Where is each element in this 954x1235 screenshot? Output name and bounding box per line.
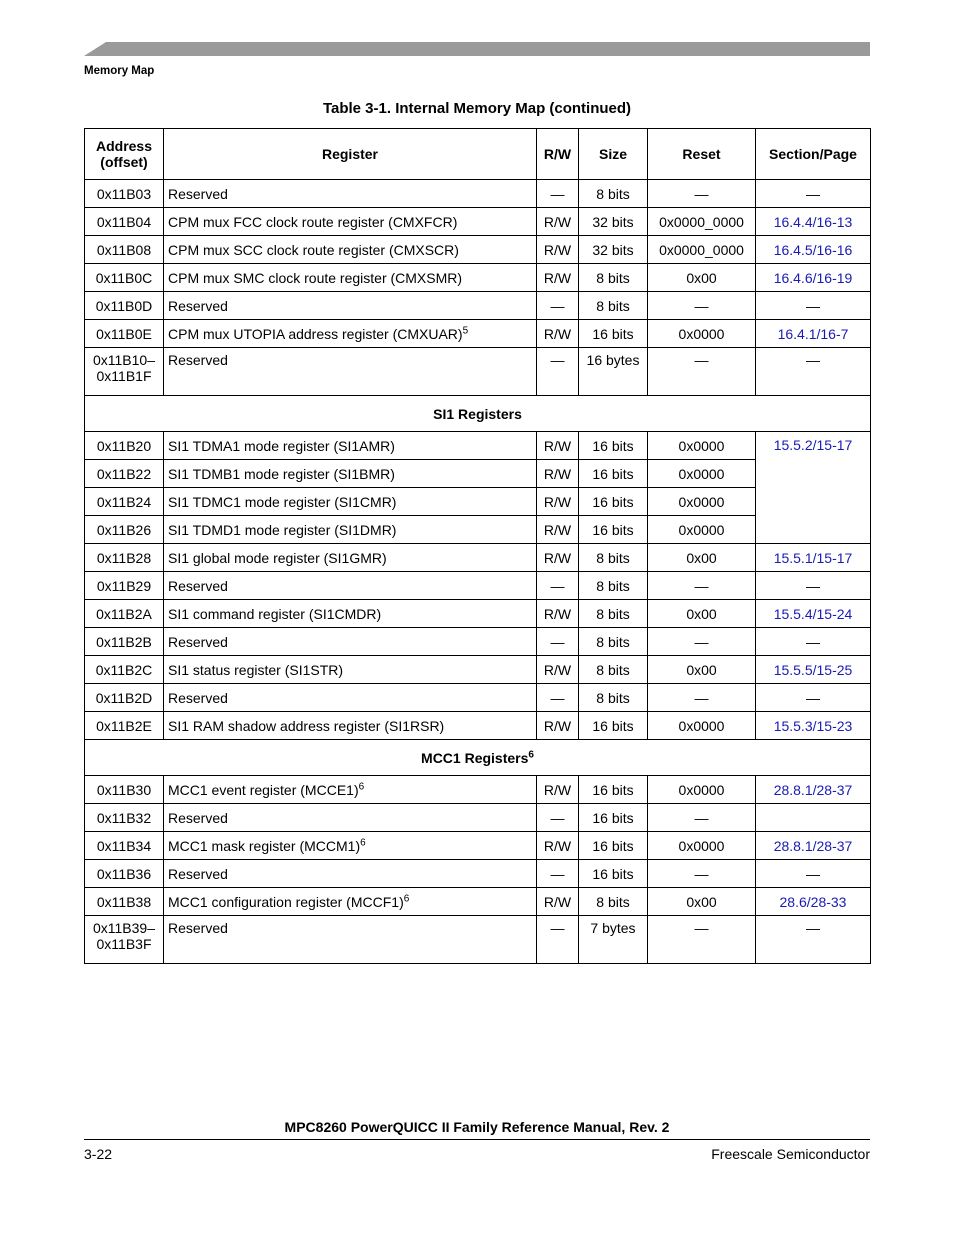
rw-cell: — — [537, 572, 579, 600]
table-row — [85, 888, 871, 916]
register-name: SI1 global mode register (SI1GMR) — [168, 549, 387, 566]
size-cell: 8 bits — [579, 572, 648, 600]
size-cell: 8 bits — [579, 264, 648, 292]
rw-cell: R/W — [537, 236, 579, 264]
register-name: SI1 status register (SI1STR) — [168, 661, 344, 678]
register-cell — [164, 180, 537, 208]
address-range-end: 0x11B1F — [96, 368, 152, 384]
section-page-cell: — — [756, 292, 871, 320]
register-cell — [164, 628, 537, 656]
table-row — [85, 208, 871, 236]
section-page-cell — [756, 804, 871, 832]
rw-cell: — — [537, 684, 579, 712]
rw-cell: R/W — [537, 776, 579, 804]
register-name: MCC1 mask register (MCCM1) — [168, 837, 361, 854]
footer-manual-title: MPC8260 PowerQUICC II Family Reference Manual, Rev. 2 — [284, 1119, 670, 1135]
register-name: SI1 TDMA1 mode register (SI1AMR) — [168, 437, 395, 454]
table-row — [85, 684, 871, 712]
table-row — [85, 712, 871, 740]
register-cell — [164, 888, 537, 916]
register-cell — [164, 208, 537, 236]
group-heading — [85, 740, 871, 776]
address-cell: 0x11B28 — [85, 544, 164, 572]
register-cell — [164, 600, 537, 628]
register-cell — [164, 432, 537, 460]
address-cell — [85, 348, 164, 396]
mcc1-registers-heading-row — [85, 740, 871, 776]
running-section-title: Memory Map — [84, 65, 155, 77]
register-cell — [164, 656, 537, 684]
address-cell: 0x11B2D — [85, 684, 164, 712]
rw-cell: R/W — [537, 460, 579, 488]
register-name: Reserved — [168, 185, 228, 202]
register-name: Reserved — [168, 577, 228, 594]
column-header-section: Section/Page — [756, 129, 871, 180]
reset-cell: 0x00 — [648, 600, 756, 628]
rw-cell: R/W — [537, 888, 579, 916]
rw-cell: — — [537, 180, 579, 208]
register-cell — [164, 488, 537, 516]
rw-cell: R/W — [537, 712, 579, 740]
register-name: SI1 TDMD1 mode register (SI1DMR) — [168, 521, 397, 538]
column-header-register: Register — [164, 129, 537, 180]
register-name: Reserved — [168, 809, 228, 826]
address-cell: 0x11B2B — [85, 628, 164, 656]
register-name: SI1 TDMC1 mode register (SI1CMR) — [168, 493, 397, 510]
reset-cell: — — [648, 572, 756, 600]
rw-cell: R/W — [537, 208, 579, 236]
section-page-cell[interactable]: 15.5.5/15-25 — [756, 656, 871, 684]
si1-registers-heading-row — [85, 396, 871, 432]
rw-cell: R/W — [537, 516, 579, 544]
rw-cell: R/W — [537, 432, 579, 460]
register-cell — [164, 776, 537, 804]
reset-cell: 0x0000 — [648, 516, 756, 544]
group-label: SI1 Registers — [433, 405, 522, 422]
table-row — [85, 432, 871, 460]
reset-cell: 0x0000 — [648, 432, 756, 460]
section-page-cell: — — [756, 180, 871, 208]
memory-map-table — [84, 128, 871, 964]
table-caption: Table 3-1. Internal Memory Map (continued) — [322, 100, 632, 117]
register-cell — [164, 916, 537, 964]
register-cell — [164, 320, 537, 348]
table-row — [85, 544, 871, 572]
rw-cell: — — [537, 348, 579, 396]
size-cell: 8 bits — [579, 180, 648, 208]
register-cell — [164, 684, 537, 712]
section-page-cell[interactable]: 16.4.6/16-19 — [756, 264, 871, 292]
reset-cell: 0x0000 — [648, 320, 756, 348]
table-row — [85, 916, 871, 964]
reset-cell: 0x0000 — [648, 460, 756, 488]
footnote-ref: 6 — [528, 748, 534, 760]
reset-cell: 0x00 — [648, 656, 756, 684]
table-row — [85, 516, 871, 544]
size-cell: 16 bits — [579, 832, 648, 860]
reset-cell: — — [648, 804, 756, 832]
section-page-cell: — — [756, 628, 871, 656]
reset-cell: — — [648, 180, 756, 208]
rw-cell: — — [537, 860, 579, 888]
size-cell: 16 bits — [579, 516, 648, 544]
register-cell — [164, 544, 537, 572]
address-cell: 0x11B08 — [85, 236, 164, 264]
size-cell: 16 bits — [579, 320, 648, 348]
register-name: SI1 TDMB1 mode register (SI1BMR) — [168, 465, 395, 482]
register-name: CPM mux SCC clock route register (CMXSCR) — [168, 241, 459, 258]
address-cell: 0x11B2C — [85, 656, 164, 684]
register-cell — [164, 292, 537, 320]
reset-cell: — — [648, 628, 756, 656]
rw-cell: — — [537, 804, 579, 832]
reset-cell: — — [648, 916, 756, 964]
reset-cell: — — [648, 292, 756, 320]
size-cell: 16 bits — [579, 804, 648, 832]
reset-cell: — — [648, 684, 756, 712]
table-row — [85, 776, 871, 804]
register-name: Reserved — [168, 689, 228, 706]
section-page-cell: — — [756, 684, 871, 712]
column-header-rw: R/W — [537, 129, 579, 180]
address-range-end: 0x11B3F — [96, 936, 152, 952]
reset-cell: 0x0000_0000 — [648, 208, 756, 236]
address-cell: 0x11B20 — [85, 432, 164, 460]
column-header-size: Size — [579, 129, 648, 180]
register-name: Reserved — [168, 633, 228, 650]
address-cell: 0x11B32 — [85, 804, 164, 832]
rw-cell: — — [537, 628, 579, 656]
size-cell: 8 bits — [579, 544, 648, 572]
register-cell — [164, 264, 537, 292]
group-label: MCC1 Registers — [421, 749, 529, 766]
register-cell — [164, 804, 537, 832]
table-row — [85, 628, 871, 656]
address-cell: 0x11B2E — [85, 712, 164, 740]
rw-cell: R/W — [537, 832, 579, 860]
table-row — [85, 572, 871, 600]
reset-cell: 0x0000 — [648, 712, 756, 740]
table-row — [85, 264, 871, 292]
section-page-cell[interactable]: 28.6/28-33 — [756, 888, 871, 916]
reset-cell: 0x0000 — [648, 488, 756, 516]
size-cell: 16 bits — [579, 488, 648, 516]
address-cell: 0x11B0D — [85, 292, 164, 320]
table-row — [85, 656, 871, 684]
header-bar — [84, 42, 870, 56]
register-cell — [164, 460, 537, 488]
size-cell: 16 bits — [579, 432, 648, 460]
section-page-cell[interactable]: 15.5.4/15-24 — [756, 600, 871, 628]
rw-cell: — — [537, 916, 579, 964]
footer-divider — [84, 1139, 870, 1140]
footnote-ref: 6 — [358, 780, 365, 792]
register-name: Reserved — [168, 865, 228, 882]
footnote-ref: 6 — [360, 836, 366, 848]
register-cell — [164, 516, 537, 544]
size-cell: 16 bits — [579, 860, 648, 888]
group-heading — [85, 396, 871, 432]
address-cell: 0x11B03 — [85, 180, 164, 208]
rw-cell: R/W — [537, 544, 579, 572]
reset-cell: — — [648, 860, 756, 888]
table-row — [85, 236, 871, 264]
address-range-start: 0x11B39– — [92, 920, 155, 936]
section-page-cell[interactable]: 16.4.1/16-7 — [756, 320, 871, 348]
table-row — [85, 488, 871, 516]
page-number: 3-22 — [84, 1146, 113, 1162]
section-page-cell: — — [756, 572, 871, 600]
address-cell: 0x11B36 — [85, 860, 164, 888]
size-cell: 7 bytes — [579, 916, 648, 964]
size-cell: 8 bits — [579, 628, 648, 656]
size-cell: 16 bits — [579, 712, 648, 740]
section-page-cell[interactable]: 16.4.4/16-13 — [756, 208, 871, 236]
table-row — [85, 832, 871, 860]
size-cell: 8 bits — [579, 684, 648, 712]
size-cell: 32 bits — [579, 208, 648, 236]
size-cell: 8 bits — [579, 600, 648, 628]
section-page-cell[interactable]: 16.4.5/16-16 — [756, 236, 871, 264]
table-row — [85, 292, 871, 320]
address-cell: 0x11B29 — [85, 572, 164, 600]
address-cell: 0x11B22 — [85, 460, 164, 488]
publisher-name: Freescale Semiconductor — [711, 1146, 870, 1162]
register-name: Reserved — [168, 352, 228, 368]
table-row — [85, 860, 871, 888]
footnote-ref: 6 — [403, 892, 410, 904]
column-header-address — [85, 129, 164, 180]
size-cell: 8 bits — [579, 888, 648, 916]
register-cell — [164, 832, 537, 860]
address-cell: 0x11B30 — [85, 776, 164, 804]
table-row — [85, 180, 871, 208]
section-page-cell[interactable]: 15.5.3/15-23 — [756, 712, 871, 740]
footnote-ref: 5 — [462, 324, 469, 336]
section-page-cell[interactable]: 15.5.2/15-17 — [756, 432, 871, 544]
table-row — [85, 460, 871, 488]
register-name: MCC1 event register (MCCE1) — [168, 781, 359, 798]
register-name: SI1 RAM shadow address register (SI1RSR) — [168, 717, 445, 734]
register-cell — [164, 348, 537, 396]
register-name: SI1 command register (SI1CMDR) — [168, 605, 382, 622]
size-cell: 16 bits — [579, 776, 648, 804]
reset-cell: 0x0000 — [648, 832, 756, 860]
section-page-cell[interactable]: 28.8.1/28-37 — [756, 832, 871, 860]
register-name: MCC1 configuration register (MCCF1) — [168, 893, 404, 910]
size-cell: 8 bits — [579, 292, 648, 320]
address-cell: 0x11B0C — [85, 264, 164, 292]
register-cell — [164, 860, 537, 888]
size-cell: 16 bits — [579, 460, 648, 488]
table-row — [85, 320, 871, 348]
register-cell — [164, 712, 537, 740]
rw-cell: R/W — [537, 320, 579, 348]
table-row — [85, 804, 871, 832]
register-name: CPM mux FCC clock route register (CMXFCR) — [168, 213, 458, 230]
address-cell: 0x11B34 — [85, 832, 164, 860]
register-name: CPM mux UTOPIA address register (CMXUAR) — [168, 325, 463, 342]
address-cell: 0x11B04 — [85, 208, 164, 236]
reset-cell: — — [648, 348, 756, 396]
reset-cell: 0x00 — [648, 544, 756, 572]
rw-cell: R/W — [537, 264, 579, 292]
reset-cell: 0x00 — [648, 264, 756, 292]
address-cell: 0x11B26 — [85, 516, 164, 544]
section-page-cell: — — [756, 348, 871, 396]
rw-cell: R/W — [537, 488, 579, 516]
table-row — [85, 348, 871, 396]
column-header-reset: Reset — [648, 129, 756, 180]
section-page-cell[interactable]: 28.8.1/28-37 — [756, 776, 871, 804]
register-name: CPM mux SMC clock route register (CMXSMR) — [168, 269, 463, 286]
section-page-cell: — — [756, 916, 871, 964]
reset-cell: 0x0000_0000 — [648, 236, 756, 264]
rw-cell: R/W — [537, 600, 579, 628]
section-page-cell: — — [756, 860, 871, 888]
size-cell: 16 bytes — [579, 348, 648, 396]
register-cell — [164, 572, 537, 600]
address-header-line1: Address — [95, 138, 153, 154]
address-cell: 0x11B0E — [85, 320, 164, 348]
table-header-row — [85, 129, 871, 180]
address-range-start: 0x11B10– — [92, 352, 155, 368]
reset-cell: 0x00 — [648, 888, 756, 916]
address-cell: 0x11B38 — [85, 888, 164, 916]
address-cell: 0x11B2A — [85, 600, 164, 628]
address-cell: 0x11B24 — [85, 488, 164, 516]
register-name: Reserved — [168, 297, 228, 314]
section-page-cell[interactable]: 15.5.1/15-17 — [756, 544, 871, 572]
register-cell — [164, 236, 537, 264]
address-header-line2: (offset) — [100, 154, 148, 170]
reset-cell: 0x0000 — [648, 776, 756, 804]
size-cell: 32 bits — [579, 236, 648, 264]
register-name: Reserved — [168, 920, 228, 936]
rw-cell: — — [537, 292, 579, 320]
table-row — [85, 600, 871, 628]
size-cell: 8 bits — [579, 656, 648, 684]
address-cell — [85, 916, 164, 964]
rw-cell: R/W — [537, 656, 579, 684]
